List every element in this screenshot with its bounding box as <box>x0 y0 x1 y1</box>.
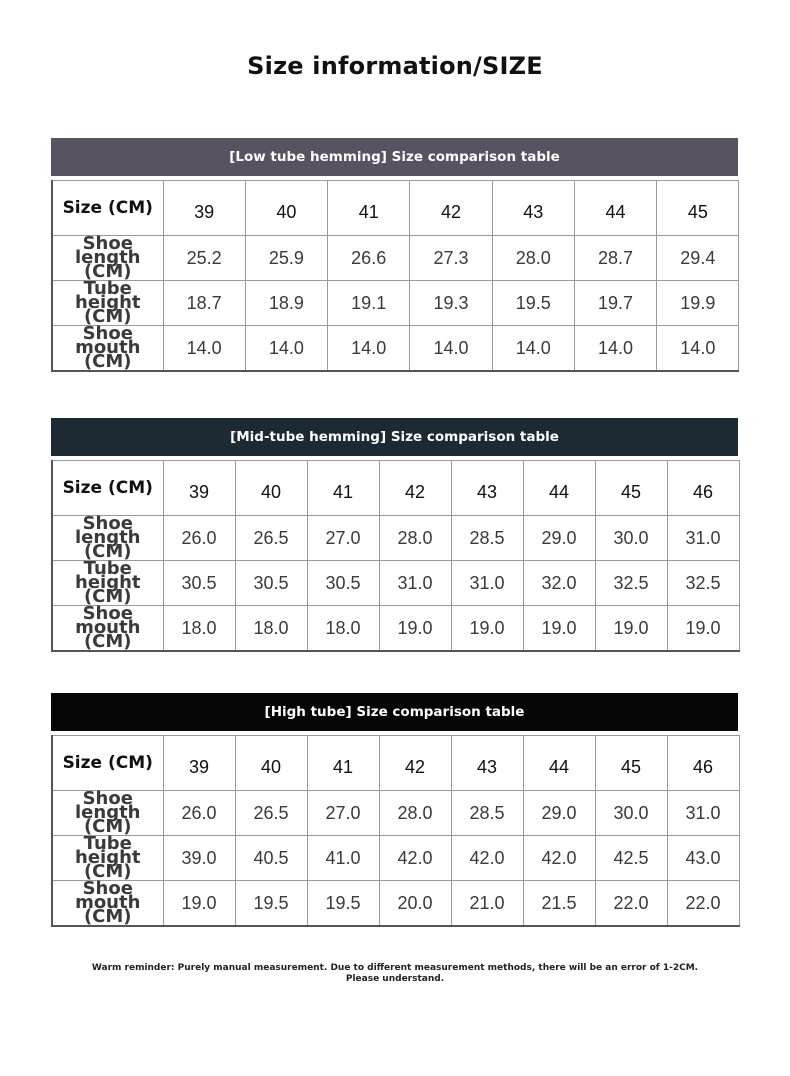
measurement-value: 32.5 <box>595 561 667 606</box>
measurement-value: 19.0 <box>595 606 667 652</box>
size-cell: 40 <box>235 736 307 791</box>
measurement-value: 29.4 <box>657 236 739 281</box>
size-cell: 45 <box>595 736 667 791</box>
measurement-value: 21.0 <box>451 881 523 927</box>
measurement-value: 14.0 <box>574 326 656 372</box>
measurement-value: 19.1 <box>328 281 410 326</box>
measurement-value: 41.0 <box>307 836 379 881</box>
measurement-value: 29.0 <box>523 516 595 561</box>
measurement-value: 31.0 <box>451 561 523 606</box>
table-row <box>52 236 739 281</box>
size-cell: 41 <box>328 181 410 236</box>
size-cell: 44 <box>574 181 656 236</box>
size-cell: 41 <box>307 461 379 516</box>
measurement-value: 19.3 <box>410 281 492 326</box>
page-title: Size information/SIZE <box>247 52 543 80</box>
size-header-row <box>52 181 739 236</box>
size-comparison-table <box>51 180 739 372</box>
measurement-value: 25.2 <box>163 236 245 281</box>
measurement-label: Shoe length (CM) <box>52 791 163 836</box>
measurement-value: 18.0 <box>163 606 235 652</box>
measurement-value: 19.0 <box>667 606 739 652</box>
table-banner: [Mid-tube hemming] Size comparison table <box>51 418 738 456</box>
measurement-value: 26.5 <box>235 516 307 561</box>
size-cell: 40 <box>235 461 307 516</box>
table-row <box>52 881 739 927</box>
measurement-value: 31.0 <box>667 791 739 836</box>
measurement-value: 40.5 <box>235 836 307 881</box>
measurement-value: 30.5 <box>235 561 307 606</box>
measurement-value: 14.0 <box>328 326 410 372</box>
size-cell: 39 <box>163 461 235 516</box>
measurement-value: 14.0 <box>410 326 492 372</box>
measurement-value: 14.0 <box>163 326 245 372</box>
measurement-value: 29.0 <box>523 791 595 836</box>
measurement-value: 19.0 <box>523 606 595 652</box>
measurement-value: 19.0 <box>451 606 523 652</box>
size-cell: 44 <box>523 461 595 516</box>
measurement-value: 19.5 <box>492 281 574 326</box>
measurement-value: 30.5 <box>307 561 379 606</box>
size-cell: 39 <box>163 181 245 236</box>
size-cell: 43 <box>451 736 523 791</box>
measurement-value: 19.0 <box>163 881 235 927</box>
measurement-value: 30.5 <box>163 561 235 606</box>
measurement-value: 18.0 <box>307 606 379 652</box>
table-row <box>52 561 739 606</box>
measurement-value: 22.0 <box>595 881 667 927</box>
measurement-value: 14.0 <box>245 326 327 372</box>
size-cell: 39 <box>163 736 235 791</box>
size-cell: 41 <box>307 736 379 791</box>
size-header-row <box>52 736 739 791</box>
size-cell: 40 <box>245 181 327 236</box>
measurement-value: 32.5 <box>667 561 739 606</box>
size-label-cell: Size (CM) <box>52 461 163 516</box>
measurement-value: 28.0 <box>379 791 451 836</box>
measurement-value: 14.0 <box>492 326 574 372</box>
measurement-value: 30.0 <box>595 516 667 561</box>
measurement-value: 39.0 <box>163 836 235 881</box>
measurement-label: Tube height (CM) <box>52 836 163 881</box>
table-row <box>52 516 739 561</box>
measurement-value: 28.0 <box>492 236 574 281</box>
measurement-value: 18.0 <box>235 606 307 652</box>
table-banner: [Low tube hemming] Size comparison table <box>51 138 738 176</box>
size-cell: 42 <box>379 461 451 516</box>
measurement-label: Shoe length (CM) <box>52 236 163 281</box>
table-row <box>52 326 739 372</box>
measurement-value: 19.5 <box>235 881 307 927</box>
measurement-label: Shoe mouth (CM) <box>52 606 163 652</box>
measurement-value: 28.5 <box>451 516 523 561</box>
measurement-value: 27.0 <box>307 791 379 836</box>
measurement-reminder: Warm reminder: Purely manual measurement. Due to different measurement methods, there will be an error of 1-2CM. Please understand. <box>91 963 699 984</box>
measurement-value: 26.6 <box>328 236 410 281</box>
size-cell: 44 <box>523 736 595 791</box>
size-cell: 45 <box>595 461 667 516</box>
measurement-value: 28.0 <box>379 516 451 561</box>
measurement-value: 42.0 <box>523 836 595 881</box>
measurement-value: 19.9 <box>657 281 739 326</box>
measurement-value: 19.0 <box>379 606 451 652</box>
measurement-value: 18.7 <box>163 281 245 326</box>
measurement-value: 14.0 <box>657 326 739 372</box>
measurement-value: 21.5 <box>523 881 595 927</box>
measurement-value: 25.9 <box>245 236 327 281</box>
measurement-label: Shoe mouth (CM) <box>52 326 163 372</box>
table-row <box>52 836 739 881</box>
low-tube-size-section <box>51 138 738 372</box>
measurement-value: 42.0 <box>451 836 523 881</box>
size-cell: 45 <box>657 181 739 236</box>
table-row <box>52 791 739 836</box>
measurement-label: Shoe length (CM) <box>52 516 163 561</box>
measurement-value: 42.0 <box>379 836 451 881</box>
size-cell: 43 <box>492 181 574 236</box>
measurement-label: Tube height (CM) <box>52 281 163 326</box>
measurement-value: 28.5 <box>451 791 523 836</box>
measurement-value: 32.0 <box>523 561 595 606</box>
size-label-cell: Size (CM) <box>52 736 163 791</box>
high-tube-size-section <box>51 693 738 927</box>
size-cell: 42 <box>410 181 492 236</box>
measurement-value: 31.0 <box>379 561 451 606</box>
measurement-label: Tube height (CM) <box>52 561 163 606</box>
size-cell: 46 <box>667 461 739 516</box>
table-row <box>52 606 739 652</box>
table-banner: [High tube] Size comparison table <box>51 693 738 731</box>
measurement-value: 31.0 <box>667 516 739 561</box>
measurement-value: 19.7 <box>574 281 656 326</box>
measurement-value: 27.0 <box>307 516 379 561</box>
size-header-row <box>52 461 739 516</box>
measurement-value: 22.0 <box>667 881 739 927</box>
size-cell: 42 <box>379 736 451 791</box>
measurement-value: 43.0 <box>667 836 739 881</box>
measurement-value: 30.0 <box>595 791 667 836</box>
measurement-value: 28.7 <box>574 236 656 281</box>
measurement-value: 20.0 <box>379 881 451 927</box>
size-comparison-table <box>51 735 740 927</box>
measurement-value: 18.9 <box>245 281 327 326</box>
measurement-value: 26.0 <box>163 791 235 836</box>
size-comparison-table <box>51 460 740 652</box>
size-cell: 43 <box>451 461 523 516</box>
size-label-cell: Size (CM) <box>52 181 163 236</box>
measurement-value: 42.5 <box>595 836 667 881</box>
table-row <box>52 281 739 326</box>
measurement-value: 19.5 <box>307 881 379 927</box>
size-cell: 46 <box>667 736 739 791</box>
mid-tube-size-section <box>51 418 738 652</box>
measurement-value: 27.3 <box>410 236 492 281</box>
measurement-label: Shoe mouth (CM) <box>52 881 163 927</box>
measurement-value: 26.0 <box>163 516 235 561</box>
measurement-value: 26.5 <box>235 791 307 836</box>
